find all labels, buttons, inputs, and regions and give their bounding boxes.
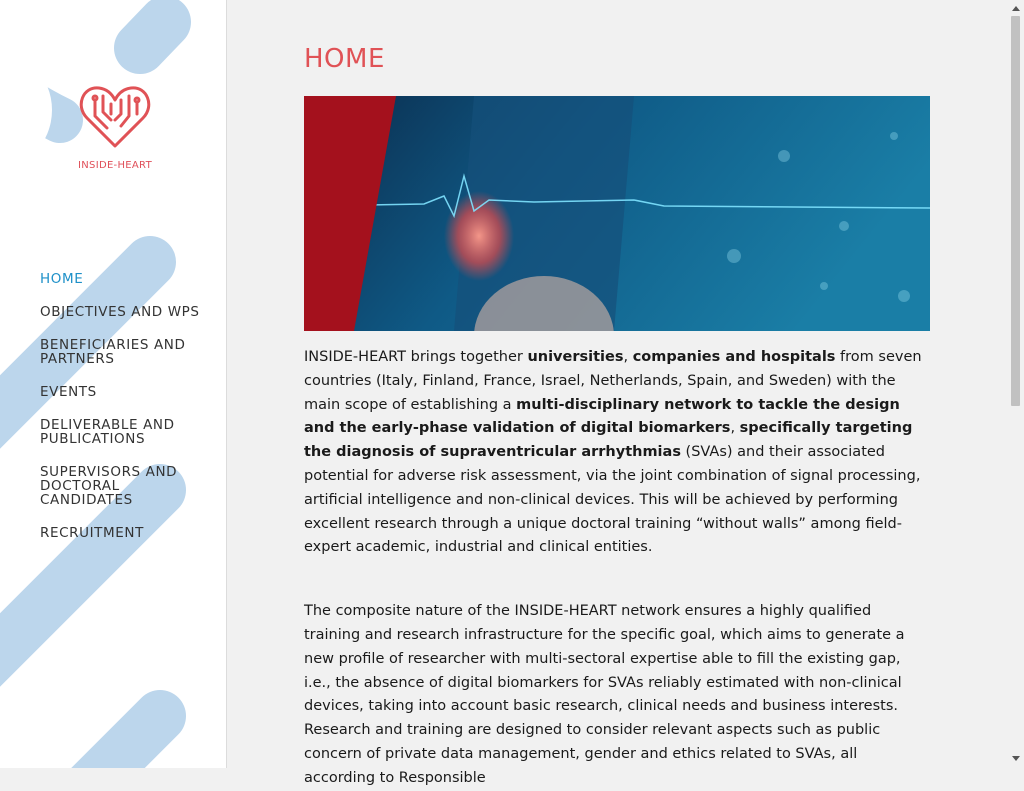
network-paragraph: The composite nature of the INSIDE-HEART network ensures a highly qualified training and research infrastructure for the specific goal, which aims to generate a new profile of researcher with multi-sectoral expertise able to fill the existing gap, i.e., the absence of digital biomarkers for SVAs reliably estimated with non-clinical devices, taking into account basic research, clinical needs and business interests. Research and training are designed to consider relevant aspects such as public concern of private data management, gender and ethics related to SVAs, all according to Responsible (304, 603, 905, 786)
logo[interactable] (70, 80, 160, 171)
scrollbar-thumb[interactable] (1011, 16, 1020, 406)
nav-item-objectives[interactable]: OBJECTIVES AND WPS (40, 304, 200, 320)
nav-item-recruitment[interactable]: RECRUITMENT (40, 525, 144, 541)
nav-item-supervisors[interactable]: SUPERVISORS AND DOCTORAL CANDIDATES (40, 464, 178, 508)
nav-item-beneficiaries[interactable]: BENEFICIARIES AND PARTNERS (40, 337, 186, 367)
logo-text: INSIDE-HEART (78, 160, 152, 171)
nav-item-deliverables[interactable]: DELIVERABLE AND PUBLICATIONS (40, 417, 175, 447)
scroll-down-arrow-icon[interactable] (1012, 756, 1020, 761)
main-content (304, 44, 930, 791)
scroll-up-arrow-icon[interactable] (1012, 6, 1020, 11)
sidebar-divider (226, 0, 227, 768)
main-nav (40, 272, 210, 559)
hero-image (304, 96, 930, 331)
nav-item-events[interactable]: EVENTS (40, 384, 97, 400)
scrollbar[interactable] (1008, 0, 1024, 768)
heart-circuit-icon (77, 80, 153, 150)
intro-paragraph: INSIDE-HEART brings together universities, companies and hospitals from seven countries (Italy, Finland, France, Israel, Netherlands, Spain, and Sweden) with the main scope of establishing a multi-disciplinary network to tackle the design and the early-phase validation of digital biomarkers, specifically targeting the diagnosis of supraventricular arrhythmias (SVAs) and their associated potential for adverse risk assessment, via the joint combination of signal processing, artificial intelligence and non-clinical devices. This will be achieved by performing excellent research through a unique doctoral training “without walls” among field-expert academic, industrial and clinical entities. (304, 349, 922, 556)
nav-item-home[interactable]: HOME (40, 271, 84, 287)
page-title: HOME (304, 44, 385, 74)
sidebar (0, 0, 226, 768)
